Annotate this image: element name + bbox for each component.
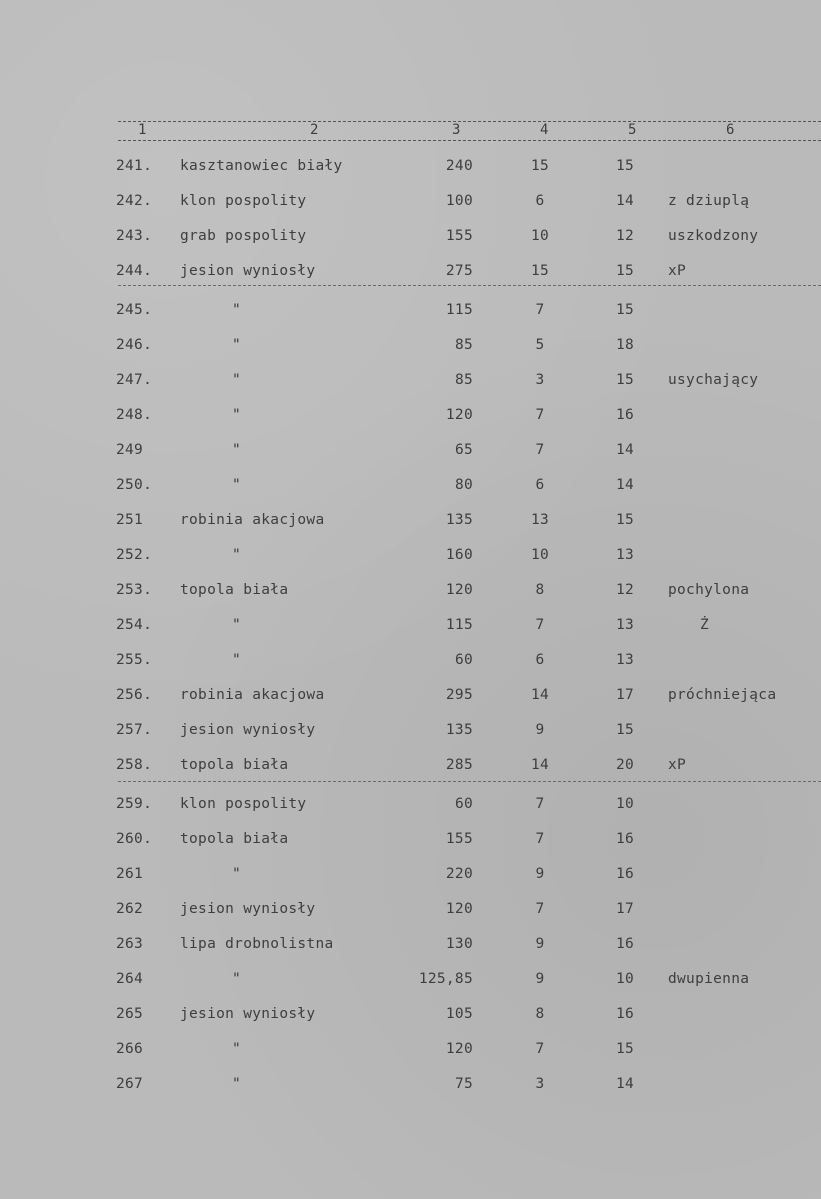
column-header-5: 5 — [628, 122, 637, 138]
column-4-value: 3 — [535, 372, 545, 388]
column-4-value: 7 — [535, 302, 545, 318]
column-3-value: 155 — [445, 228, 473, 244]
row-number: 266 — [116, 1041, 144, 1057]
header-rule-bottom — [118, 140, 821, 141]
row-number: 248. — [116, 407, 153, 423]
column-4-value: 8 — [535, 1006, 545, 1022]
column-3-value: 135 — [445, 512, 473, 528]
column-3-value: 160 — [445, 547, 473, 563]
row-number: 255. — [116, 652, 153, 668]
species-name: " — [232, 971, 242, 987]
column-3-value: 80 — [454, 477, 473, 493]
remarks: uszkodzony — [668, 228, 759, 244]
species-name: topola biała — [180, 582, 289, 598]
species-name: " — [232, 442, 242, 458]
column-3-value: 60 — [454, 652, 473, 668]
species-name: kasztanowiec biały — [180, 158, 343, 174]
table-row — [0, 582, 821, 606]
table-row — [0, 477, 821, 501]
column-5-value: 13 — [615, 652, 635, 668]
column-5-value: 16 — [615, 866, 635, 882]
column-4-value: 10 — [530, 547, 550, 563]
row-number: 254. — [116, 617, 153, 633]
table-row — [0, 337, 821, 361]
column-header-3: 3 — [452, 122, 461, 138]
table-row — [0, 512, 821, 536]
row-number: 258. — [116, 757, 153, 773]
column-header-2: 2 — [310, 122, 319, 138]
table-row — [0, 687, 821, 711]
table-row — [0, 1041, 821, 1065]
table-row — [0, 158, 821, 182]
row-number: 252. — [116, 547, 153, 563]
column-3-value: 285 — [445, 757, 473, 773]
table-row — [0, 866, 821, 890]
column-3-value: 85 — [454, 372, 473, 388]
species-name: robinia akacjowa — [180, 687, 325, 703]
species-name: topola biała — [180, 757, 289, 773]
table-row — [0, 901, 821, 925]
column-5-value: 13 — [615, 617, 635, 633]
column-4-value: 7 — [535, 796, 545, 812]
column-3-value: 120 — [445, 1041, 473, 1057]
row-number: 253. — [116, 582, 153, 598]
column-4-value: 15 — [530, 263, 550, 279]
row-number: 242. — [116, 193, 153, 209]
column-3-value: 120 — [445, 407, 473, 423]
column-3-value: 115 — [445, 617, 473, 633]
column-5-value: 13 — [615, 547, 635, 563]
remarks: usychający — [668, 372, 759, 388]
column-4-value: 7 — [535, 407, 545, 423]
column-5-value: 15 — [615, 372, 635, 388]
species-name: " — [232, 547, 242, 563]
column-5-value: 10 — [615, 971, 635, 987]
column-4-value: 6 — [535, 652, 545, 668]
species-name: klon pospolity — [180, 193, 307, 209]
column-5-value: 14 — [615, 193, 635, 209]
column-5-value: 14 — [615, 442, 635, 458]
row-number: 259. — [116, 796, 153, 812]
remarks: dwupienna — [668, 971, 750, 987]
column-3-value: 220 — [445, 866, 473, 882]
column-3-value: 125,85 — [418, 971, 473, 987]
row-number: 244. — [116, 263, 153, 279]
column-5-value: 15 — [615, 1041, 635, 1057]
column-4-value: 13 — [530, 512, 550, 528]
table-row — [0, 617, 821, 641]
column-3-value: 65 — [454, 442, 473, 458]
column-3-value: 75 — [454, 1076, 473, 1092]
row-number: 265 — [116, 1006, 144, 1022]
table-row — [0, 757, 821, 781]
column-header-1: 1 — [138, 122, 147, 138]
column-5-value: 15 — [615, 512, 635, 528]
row-number: 247. — [116, 372, 153, 388]
column-4-value: 7 — [535, 617, 545, 633]
column-4-value: 7 — [535, 901, 545, 917]
column-4-value: 9 — [535, 971, 545, 987]
row-number: 257. — [116, 722, 153, 738]
column-4-value: 10 — [530, 228, 550, 244]
column-5-value: 18 — [615, 337, 635, 353]
table-row — [0, 407, 821, 431]
column-3-value: 295 — [445, 687, 473, 703]
species-name: " — [232, 477, 242, 493]
section-separator — [118, 781, 821, 782]
column-5-value: 12 — [615, 582, 635, 598]
species-name: jesion wyniosły — [180, 901, 316, 917]
column-header-4: 4 — [540, 122, 549, 138]
table-row — [0, 372, 821, 396]
column-4-value: 14 — [530, 687, 550, 703]
row-number: 267 — [116, 1076, 144, 1092]
column-3-value: 115 — [445, 302, 473, 318]
species-name: robinia akacjowa — [180, 512, 325, 528]
column-3-value: 100 — [445, 193, 473, 209]
row-number: 251 — [116, 512, 144, 528]
column-5-value: 14 — [615, 477, 635, 493]
row-number: 261 — [116, 866, 144, 882]
column-3-value: 135 — [445, 722, 473, 738]
table-row — [0, 652, 821, 676]
species-name: " — [232, 337, 242, 353]
row-number: 256. — [116, 687, 153, 703]
column-3-value: 130 — [445, 936, 473, 952]
species-name: " — [232, 302, 242, 318]
remarks: xP — [668, 263, 687, 279]
row-number: 260. — [116, 831, 153, 847]
species-name: " — [232, 1076, 242, 1092]
column-3-value: 120 — [445, 582, 473, 598]
column-4-value: 5 — [535, 337, 545, 353]
species-name: lipa drobnolistna — [180, 936, 334, 952]
remarks: próchniejąca — [668, 687, 777, 703]
column-4-value: 15 — [530, 158, 550, 174]
column-4-value: 7 — [535, 442, 545, 458]
column-4-value: 9 — [535, 722, 545, 738]
remarks: z dziuplą — [668, 193, 750, 209]
row-number: 241. — [116, 158, 153, 174]
remarks: Ż — [700, 617, 710, 633]
column-3-value: 120 — [445, 901, 473, 917]
table-row — [0, 442, 821, 466]
row-number: 243. — [116, 228, 153, 244]
column-5-value: 16 — [615, 1006, 635, 1022]
column-header — [0, 122, 821, 140]
column-5-value: 17 — [615, 901, 635, 917]
table-row — [0, 796, 821, 820]
species-name: " — [232, 652, 242, 668]
column-4-value: 7 — [535, 1041, 545, 1057]
table-row — [0, 936, 821, 960]
table-row — [0, 302, 821, 326]
remarks: xP — [668, 757, 687, 773]
species-name: klon pospolity — [180, 796, 307, 812]
row-number: 245. — [116, 302, 153, 318]
column-4-value: 14 — [530, 757, 550, 773]
species-name: " — [232, 407, 242, 423]
table-row — [0, 1006, 821, 1030]
column-4-value: 9 — [535, 936, 545, 952]
row-number: 249 — [116, 442, 144, 458]
column-5-value: 15 — [615, 722, 635, 738]
column-5-value: 10 — [615, 796, 635, 812]
table-row — [0, 547, 821, 571]
column-3-value: 275 — [445, 263, 473, 279]
column-3-value: 240 — [445, 158, 473, 174]
column-4-value: 3 — [535, 1076, 545, 1092]
species-name: " — [232, 866, 242, 882]
table-row — [0, 971, 821, 995]
table-row — [0, 228, 821, 252]
species-name: grab pospolity — [180, 228, 307, 244]
column-5-value: 17 — [615, 687, 635, 703]
row-number: 264 — [116, 971, 144, 987]
species-name: jesion wyniosły — [180, 1006, 316, 1022]
column-3-value: 85 — [454, 337, 473, 353]
column-4-value: 6 — [535, 193, 545, 209]
species-name: jesion wyniosły — [180, 722, 316, 738]
column-3-value: 60 — [454, 796, 473, 812]
row-number: 262 — [116, 901, 144, 917]
column-5-value: 15 — [615, 158, 635, 174]
column-5-value: 14 — [615, 1076, 635, 1092]
column-5-value: 16 — [615, 936, 635, 952]
column-header-6: 6 — [726, 122, 735, 138]
species-name: " — [232, 1041, 242, 1057]
column-3-value: 155 — [445, 831, 473, 847]
column-4-value: 9 — [535, 866, 545, 882]
table-row — [0, 722, 821, 746]
column-5-value: 16 — [615, 407, 635, 423]
column-4-value: 7 — [535, 831, 545, 847]
row-number: 246. — [116, 337, 153, 353]
table-row — [0, 263, 821, 287]
column-3-value: 105 — [445, 1006, 473, 1022]
row-number: 263 — [116, 936, 144, 952]
column-5-value: 16 — [615, 831, 635, 847]
column-4-value: 8 — [535, 582, 545, 598]
column-5-value: 15 — [615, 302, 635, 318]
table-row — [0, 1076, 821, 1100]
species-name: jesion wyniosły — [180, 263, 316, 279]
column-4-value: 6 — [535, 477, 545, 493]
table-row — [0, 193, 821, 217]
remarks: pochylona — [668, 582, 750, 598]
species-name: topola biała — [180, 831, 289, 847]
column-5-value: 12 — [615, 228, 635, 244]
row-number: 250. — [116, 477, 153, 493]
species-name: " — [232, 372, 242, 388]
table-row — [0, 831, 821, 855]
column-5-value: 20 — [615, 757, 635, 773]
species-name: " — [232, 617, 242, 633]
column-5-value: 15 — [615, 263, 635, 279]
